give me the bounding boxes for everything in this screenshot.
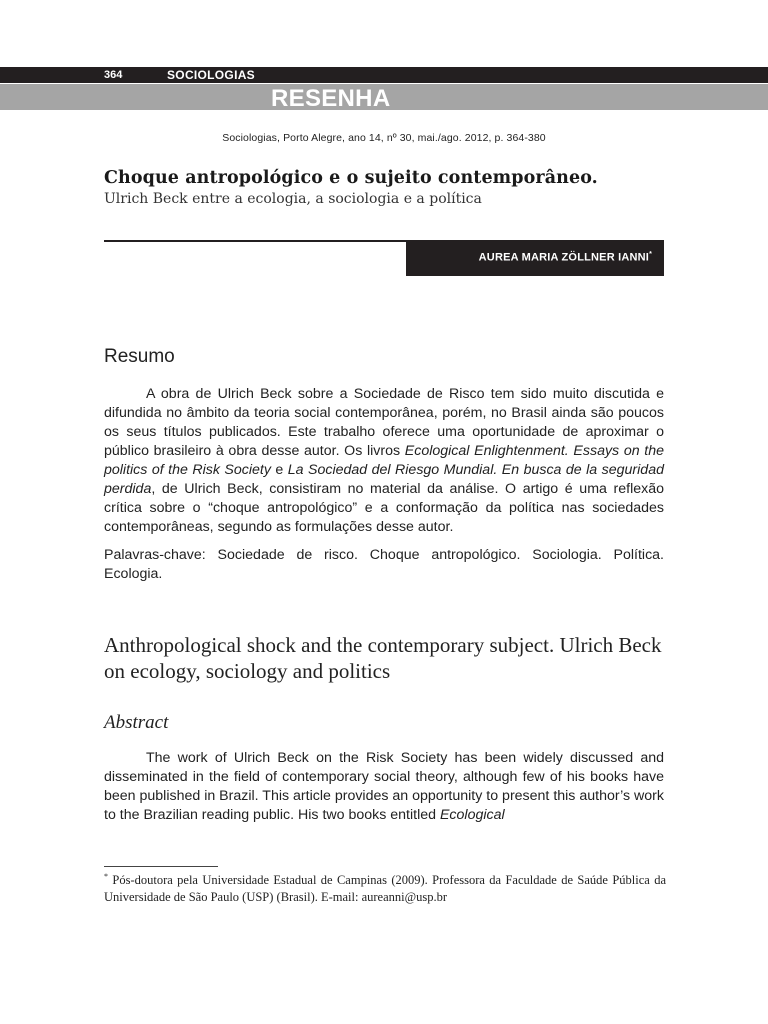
citation-line: Sociologias, Porto Alegre, ano 14, nº 30, mai./ago. 2012, p. 364-380	[222, 132, 546, 144]
running-header-bar	[0, 67, 768, 83]
author-box	[406, 240, 664, 276]
footnote: * Pós-doutora pela Universidade Estadual de Campinas (2009). Professora da Faculdade de Saúde Pública da Universidade de São Paulo (USP) (Brasil). E-mail: aureanni@usp.br	[104, 872, 666, 905]
section-label: RESENHA	[271, 85, 391, 112]
article-subtitle: Ulrich Beck entre a ecologia, a sociologia e a política	[104, 191, 482, 207]
article-title: Choque antropológico e o sujeito contemporâneo.	[104, 168, 598, 188]
author-name: AUREA MARIA ZÖLLNER IANNI*	[478, 251, 652, 264]
abstract-paragraph: The work of Ulrich Beck on the Risk Society has been widely discussed and disseminated in the field of contemporary social theory, although few of his books have been published in Brazil. This article provides an opportunity to present this author’s work to the Brazilian reading public. His two books entitled Ecological	[104, 750, 664, 823]
keywords: Palavras-chave: Sociedade de risco. Choque antropológico. Sociologia. Política. Ecologia.	[104, 547, 664, 582]
resumo-paragraph: A obra de Ulrich Beck sobre a Sociedade de Risco tem sido muito discutida e difundida no âmbito da teoria social contemporânea, porém, no Brasil ainda são poucos os seus títulos publicados. Este trabalho oferece uma oportunidade de aproximar o público brasileiro à obra desse autor. Os livros Ecological Enlightenment. Essays on the politics of the Risk Society e La Sociedad del Riesgo Mundial. En busca de la seguridad perdida, de Ulrich Beck, consistiram no material da análise. O artigo é uma reflexão crítica sobre o “choque antropológico” e a conformação da política nas sociedades contemporâneas, segundo as formulações desse autor.	[104, 386, 664, 535]
section-bar	[0, 84, 768, 110]
english-title: Anthropological shock and the contemporary subject. Ulrich Beck on ecology, sociology and politics	[104, 633, 662, 683]
author-footnote-mark: *	[649, 251, 652, 258]
resumo-heading: Resumo	[104, 346, 175, 367]
page-number: 364	[104, 69, 123, 81]
abstract-heading: Abstract	[104, 712, 169, 733]
footnote-mark: *	[104, 872, 108, 881]
journal-name: SOCIOLOGIAS	[167, 68, 255, 82]
footnote-rule	[104, 866, 218, 867]
